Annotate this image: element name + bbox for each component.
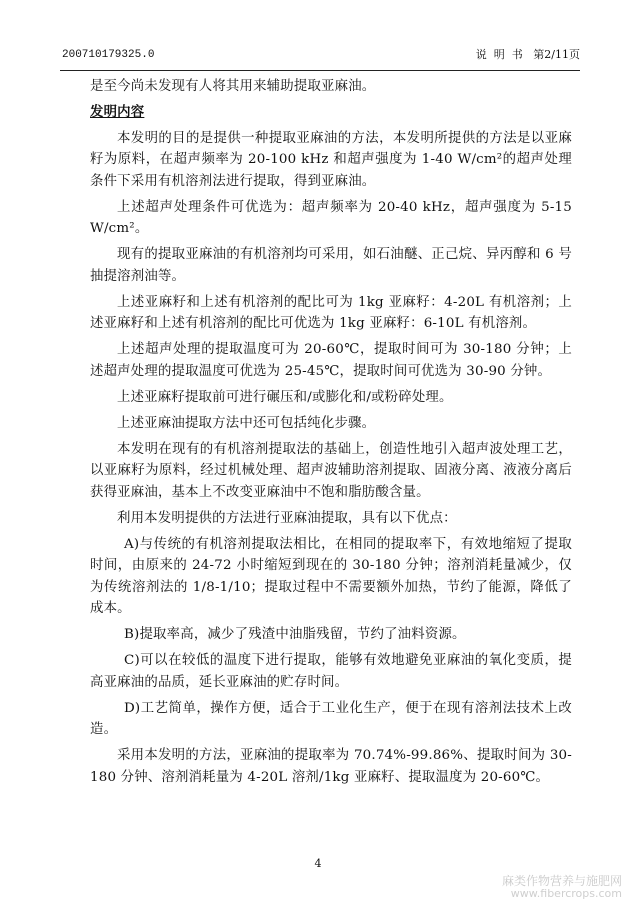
document-body bbox=[90, 76, 572, 793]
paragraph: 上述亚麻籽和上述有机溶剂的配比可为 1kg 亚麻籽：4-20L 有机溶剂；上述亚麻籽和上述有机溶剂的配比可优选为 1kg 亚麻籽：6-10L 有机溶剂。 bbox=[90, 294, 572, 331]
advantage-item: B)提取率高，减少了残渣中油脂残留，节约了油料资源。 bbox=[124, 627, 466, 642]
watermark-url: www.fibercrops.com bbox=[510, 887, 622, 900]
paragraph: 采用本发明的方法，亚麻油的提取率为 70.74%-99.86%、提取时间为 30-180 分钟、溶剂消耗量为 4-20L 溶剂/1kg 亚麻籽、提取温度为 20-60℃。 bbox=[90, 748, 572, 785]
advantage-item: C)可以在较低的温度下进行提取，能够有效地避免亚麻油的氧化变质，提高亚麻油的品质，延长亚麻油的贮存时间。 bbox=[90, 653, 572, 690]
paragraph: 本发明的目的是提供一种提取亚麻油的方法，本发明所提供的方法是以亚麻籽为原料，在超声频率为 20-100 kHz 和超声强度为 1-40 W/cm²的超声处理条件下采用有机溶剂法进行提取，得到亚麻油。 bbox=[90, 130, 572, 189]
paragraph: 上述亚麻油提取方法中还可包括纯化步骤。 bbox=[117, 415, 376, 431]
advantage-item: D)工艺简单，操作方便，适合于工业化生产，便于在现有溶剂法技术上改造。 bbox=[90, 700, 572, 737]
page-number: 4 bbox=[314, 857, 322, 870]
advantage-item: A)与传统的有机溶剂提取法相比，在相同的提取率下，有效地缩短了提取时间，由原来的 24-72 小时缩短到现在的 30-180 分钟；溶剂消耗量减少，仅为传统溶剂法的 1/8-1/10；提取过程中不需要额外加热，节约了能源，降低了成本。 bbox=[90, 536, 572, 616]
continuation-paragraph: 是至今尚未发现有人将其用来辅助提取亚麻油。 bbox=[90, 79, 376, 94]
paragraph: 利用本发明提供的方法进行亚麻油提取，具有以下优点： bbox=[117, 510, 457, 526]
document-type: 说 明 书 bbox=[475, 48, 523, 61]
paragraph: 上述超声处理的提取温度可为 20-60℃，提取时间可为 30-180 分钟；上述超声处理的提取温度可优选为 25-45℃，提取时间可优选为 30-90 分钟。 bbox=[90, 342, 572, 379]
header-rule bbox=[60, 70, 580, 71]
page-label: 第2/11页 bbox=[533, 48, 580, 61]
watermark-site-name: 麻类作物营养与施肥网 bbox=[501, 874, 622, 888]
paragraph: 上述亚麻籽提取前可进行碾压和/或膨化和/或粉碎处理。 bbox=[117, 389, 453, 405]
paragraph: 上述超声处理条件可优选为：超声频率为 20-40 kHz，超声强度为 5-15 W/cm²。 bbox=[90, 199, 572, 236]
paragraph: 现有的提取亚麻油的有机溶剂均可采用，如石油醚、正己烷、异丙醇和 6 号抽提溶剂油等。 bbox=[90, 247, 572, 284]
paragraph: 本发明在现有的有机溶剂提取法的基础上，创造性地引入超声波处理工艺，以亚麻籽为原料，经过机械处理、超声波辅助溶剂提取、固液分离、液液分离后获得亚麻油，基本上不改变亚麻油中不饱和脂肪酸含量。 bbox=[90, 441, 572, 500]
section-heading: 发明内容 bbox=[90, 104, 145, 120]
header-right bbox=[476, 46, 580, 64]
page-header bbox=[60, 46, 580, 64]
document-number: 200710179325.0 bbox=[62, 49, 155, 61]
